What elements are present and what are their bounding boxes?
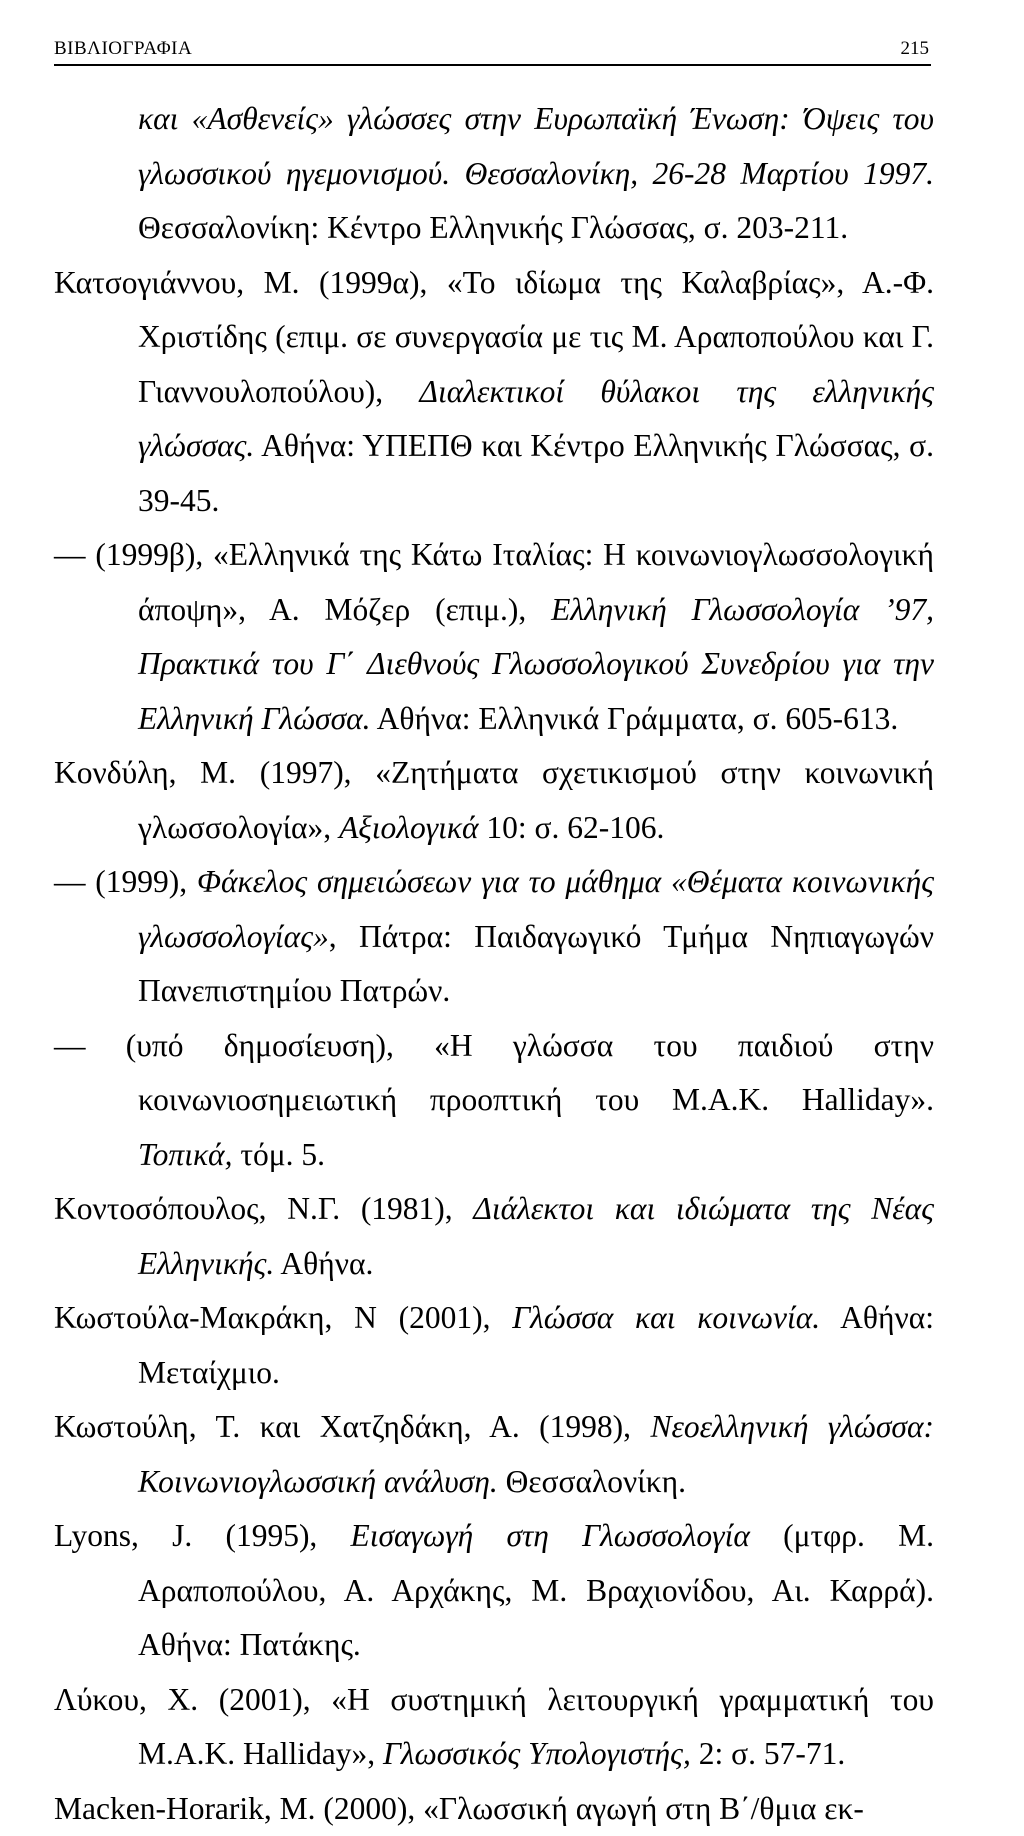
entry-title-text: και «Ασθενείς» γλώσσες στην Ευρωπαϊκή Ένωση: Όψεις του γλωσσικού ηγεμονισμού. Θεσσαλονίκη, 26-28 Μαρτίου 1997.: [138, 101, 934, 191]
section-title: ΒΙΒΛΙΟΓΡΑΦΙΑ: [54, 38, 192, 60]
entry-text: Κωστούλα-Μακράκη, Ν (2001),: [54, 1300, 512, 1335]
entry-text: Αθήνα: Μεταίχμιο.: [138, 1300, 934, 1390]
entry-title-text: Νεοελληνική γλώσσα: Κοινωνιογλωσσική ανάλυση.: [138, 1409, 934, 1499]
bibliography-entry: [54, 1019, 934, 1183]
entry-text: Αθήνα: ΥΠΕΠΘ και Κέντρο Ελληνικής Γλώσσας, σ. 39-45.: [138, 428, 934, 518]
entry-text: — (υπό δημοσίευση), «Η γλώσσα του παιδιού στην κοινωνιοσημειωτική προοπτική του Μ.Α.Κ. Halliday».: [54, 1028, 934, 1118]
entry-text: 10: σ. 62-106.: [479, 810, 665, 845]
entry-text: Θεσσαλονίκη.: [498, 1464, 686, 1499]
bibliography-entry: [54, 1291, 934, 1400]
entry-text: τόμ. 5.: [232, 1137, 325, 1172]
entry-text: — (1999),: [54, 864, 197, 899]
entry-text: 2: σ. 57-71.: [691, 1736, 845, 1771]
entry-text: Κοντοσόπουλος, Ν.Γ. (1981),: [54, 1191, 473, 1226]
bibliography-entry: [54, 528, 934, 746]
bibliography-entry: [54, 256, 934, 529]
bibliography-entry: [54, 855, 934, 1019]
entry-text: Macken-Horarik, M. (2000), «Γλωσσική αγωγή στη Β΄/θμια εκ-: [54, 1791, 864, 1826]
entry-title-text: Αξιολογικά: [339, 810, 478, 845]
entry-text: (μτφρ. Μ. Αραποπούλου, Α. Αρχάκης, Μ. Βραχιονίδου, Αι. Καρρά). Αθήνα: Πατάκης.: [138, 1518, 934, 1662]
entry-title-text: Τοπικά,: [138, 1137, 232, 1172]
bibliography-entry: [54, 1782, 934, 1836]
bibliography-entry: [54, 1182, 934, 1291]
bibliography-list: [54, 92, 934, 1836]
bibliography-entry: [54, 1509, 934, 1673]
entry-text: — (1999β), «Ελληνικά της Κάτω Ιταλίας: Η κοινωνιογλωσσολογική άποψη», Α. Μόζερ (επιμ.),: [54, 537, 934, 627]
entry-title-text: Εισαγωγή στη Γλωσσολογία: [351, 1518, 750, 1553]
entry-title-text: Γλωσσικός Υπολογιστής,: [383, 1736, 691, 1771]
entry-text: Κατσογιάννου, Μ. (1999α), «Το ιδίωμα της Καλαβρίας», Α.-Φ. Χριστίδης (επιμ. σε συνεργασία με τις Μ. Αραποπούλου και Γ. Γιαννουλοπούλου),: [54, 265, 934, 409]
entry-text: Θεσσαλονίκη: Κέντρο Ελληνικής Γλώσσας, σ. 203-211.: [138, 210, 848, 245]
entry-text: Αθήνα.: [274, 1246, 373, 1281]
bibliography-entry: [54, 1673, 934, 1782]
entry-title-text: Ελληνική Γλωσσολογία ’97, Πρακτικά του Γ΄ Διεθνούς Γλωσσολογικού Συνεδρίου για την Ελληνική Γλώσσα.: [138, 592, 934, 736]
entry-title-text: Γλώσσα και κοινωνία.: [512, 1300, 820, 1335]
running-header: [54, 34, 931, 66]
entry-title-text: Διάλεκτοι και ιδιώματα της Νέας Ελληνικής.: [138, 1191, 934, 1281]
bibliography-entry: [54, 746, 934, 855]
entry-title-text: Διαλεκτικοί θύλακοι της ελληνικής γλώσσας.: [138, 374, 934, 464]
entry-text: Κονδύλη, Μ. (1997), «Ζητήματα σχετικισμού στην κοινωνική γλωσσολογία»,: [54, 755, 934, 845]
entry-text: Λύκου, Χ. (2001), «Η συστημική λειτουργική γραμματική του Μ.Α.Κ. Halliday»,: [54, 1682, 934, 1772]
entry-text: Lyons, J. (1995),: [54, 1518, 351, 1553]
bibliography-entry-continuation: [54, 92, 934, 256]
entry-text: Κωστούλη, Τ. και Χατζηδάκη, Α. (1998),: [54, 1409, 650, 1444]
bibliography-entry: [54, 1400, 934, 1509]
page-number: 215: [901, 38, 930, 60]
entry-text: , Πάτρα: Παιδαγωγικό Τμήμα Νηπιαγωγών Πανεπιστημίου Πατρών.: [138, 919, 934, 1009]
entry-text: Αθήνα: Ελληνικά Γράμματα, σ. 605-613.: [371, 701, 899, 736]
entry-title-text: Φάκελος σημειώσεων για το μάθημα «Θέματα κοινωνικής γλωσσολογίας»: [138, 864, 934, 954]
